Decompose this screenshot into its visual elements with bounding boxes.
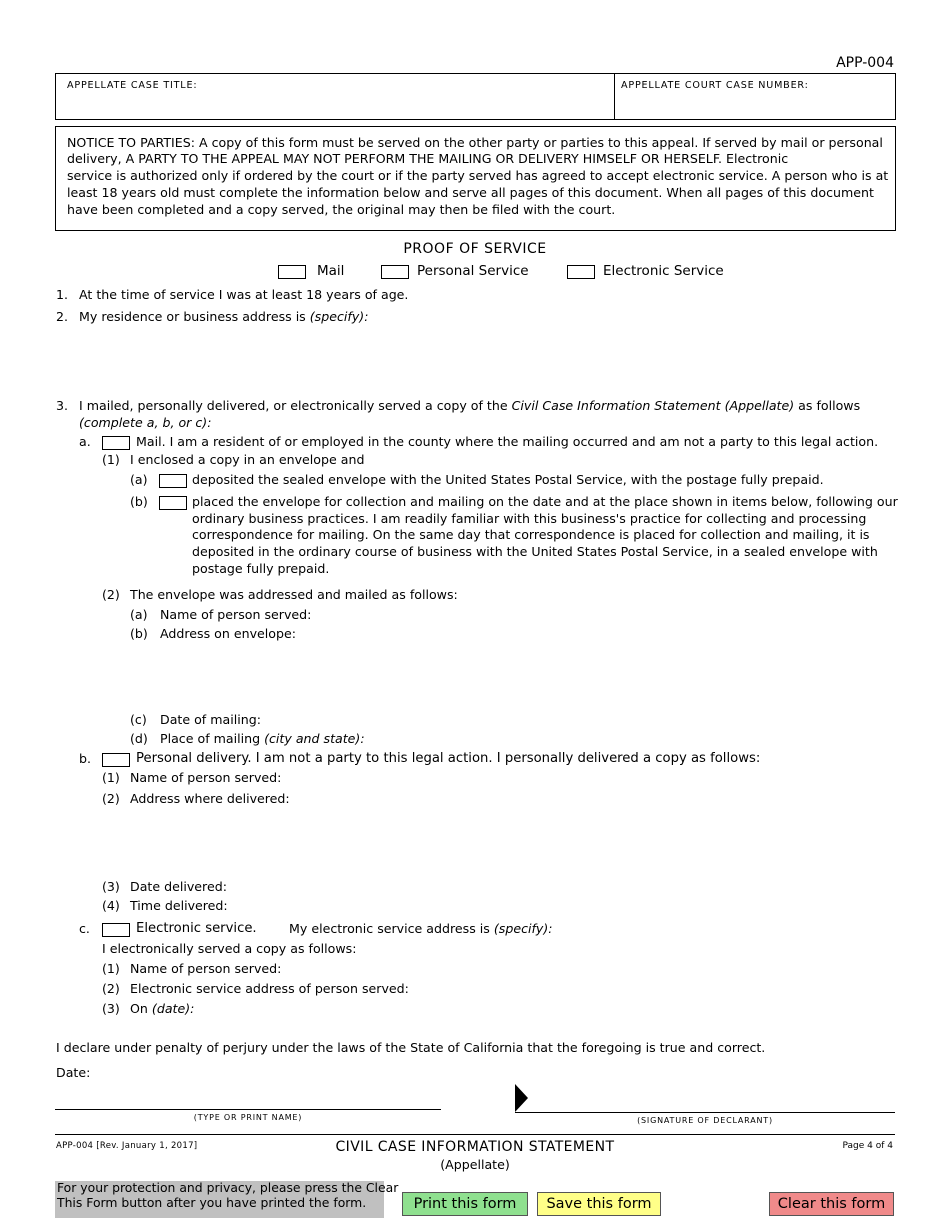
item-a2b-text: Address on envelope: bbox=[160, 626, 296, 641]
case-title-label: APPELLATE CASE TITLE: bbox=[67, 80, 198, 91]
date-label: Date: bbox=[56, 1065, 91, 1080]
item-a1-number: (1) bbox=[102, 452, 120, 467]
item-b-text: Personal delivery. I am not a party to this legal action. I personally delivered a copy as follows: bbox=[136, 751, 761, 766]
item-c2-text: Electronic service address of person served: bbox=[130, 981, 409, 996]
signature-arrow-icon bbox=[515, 1084, 529, 1112]
item-b4-text: Time delivered: bbox=[130, 898, 228, 913]
item-2-specify: (specify): bbox=[309, 309, 369, 324]
item-a1b-line: ordinary business practices. I am readily familiar with this business's practice for collecting and processing bbox=[192, 511, 867, 526]
footer-title: CIVIL CASE INFORMATION STATEMENT bbox=[335, 1139, 615, 1155]
item-b3-number: (3) bbox=[102, 879, 120, 894]
page-number: Page 4 of 4 bbox=[842, 1141, 893, 1151]
mail-name-field[interactable] bbox=[312, 606, 892, 623]
electronic-address-label: My electronic service address is (specify): bbox=[289, 921, 553, 936]
print-button[interactable]: Print this form bbox=[402, 1192, 528, 1216]
item-c3-number: (3) bbox=[102, 1001, 120, 1016]
item-a-label: a. bbox=[79, 434, 91, 449]
case-title-field[interactable] bbox=[60, 94, 610, 116]
mailing-place-field[interactable] bbox=[362, 730, 892, 747]
item-c3-text: On (date): bbox=[130, 1001, 195, 1016]
item-a2d-text: Place of mailing (city and state): bbox=[160, 731, 365, 746]
form-id: APP-004 bbox=[836, 55, 894, 71]
notice-line: least 18 years old must complete the information below and serve all pages of this document. When all pages of this document bbox=[67, 185, 874, 200]
delivery-date-field[interactable] bbox=[230, 878, 892, 895]
item-a-text: Mail. I am a resident of or employed in the county where the mailing occurred and am not a party to this legal action. bbox=[136, 434, 879, 449]
item-a2-number: (2) bbox=[102, 587, 120, 602]
document-name: Civil Case Information Statement (Appellate) bbox=[511, 398, 795, 413]
item-b1-text: Name of person served: bbox=[130, 770, 282, 785]
item-a2c-number: (c) bbox=[130, 712, 147, 727]
personal-delivery-checkbox[interactable] bbox=[102, 753, 130, 767]
delivery-name-field[interactable] bbox=[284, 769, 892, 786]
footer-rule bbox=[55, 1134, 895, 1135]
served-electronic-address-field[interactable] bbox=[410, 980, 892, 997]
address-field[interactable] bbox=[79, 328, 894, 388]
item-a2a-text: Name of person served: bbox=[160, 607, 312, 622]
item-a2b-number: (b) bbox=[130, 626, 148, 641]
electronic-service-option-label: Electronic Service bbox=[603, 263, 724, 279]
envelope-address-field[interactable] bbox=[160, 644, 892, 708]
item-b2-text: Address where delivered: bbox=[130, 791, 290, 806]
signature-caption: (SIGNATURE OF DECLARANT) bbox=[637, 1116, 773, 1125]
mail-service-checkbox[interactable] bbox=[102, 436, 130, 450]
item-2-text: My residence or business address is (specify): bbox=[79, 309, 369, 324]
declaration-text: I declare under penalty of perjury under the laws of the State of California that the foregoing is true and correct. bbox=[56, 1040, 766, 1055]
electronic-name-field[interactable] bbox=[284, 960, 892, 977]
electronic-date-field[interactable] bbox=[196, 1000, 892, 1017]
privacy-line: For your protection and privacy, please press the Clear bbox=[57, 1180, 399, 1195]
delivery-address-field[interactable] bbox=[130, 810, 892, 876]
item-a2a-number: (a) bbox=[130, 607, 148, 622]
item-b2-number: (2) bbox=[102, 791, 120, 806]
item-a1b-line: placed the envelope for collection and mailing on the date and at the place shown in items below, following our bbox=[192, 494, 898, 509]
my-electronic-address-field[interactable] bbox=[552, 920, 892, 937]
item-3-number: 3. bbox=[56, 398, 69, 413]
item-1-text: At the time of service I was at least 18 years of age. bbox=[79, 287, 409, 302]
item-a1-text: I enclosed a copy in an envelope and bbox=[130, 452, 365, 467]
mailing-date-field[interactable] bbox=[262, 711, 892, 728]
case-number-field[interactable] bbox=[619, 94, 889, 116]
item-a1b-line: correspondence for mailing. On the same day that correspondence is placed for collection and mailing, it is bbox=[192, 527, 870, 542]
declaration-date-field[interactable] bbox=[94, 1064, 434, 1081]
print-name-field[interactable] bbox=[58, 1088, 438, 1108]
form-revision: APP-004 [Rev. January 1, 2017] bbox=[56, 1141, 198, 1151]
item-a1a-number: (a) bbox=[130, 472, 148, 487]
item-2-number: 2. bbox=[56, 309, 69, 324]
mail-option-label: Mail bbox=[317, 263, 345, 279]
delivery-time-field[interactable] bbox=[230, 897, 892, 914]
item-a2d-number: (d) bbox=[130, 731, 148, 746]
item-c-intro: I electronically served a copy as follows: bbox=[102, 941, 357, 956]
notice-line: have been completed and a copy served, the original may then be filed with the court. bbox=[67, 202, 616, 217]
personal-service-option-label: Personal Service bbox=[417, 263, 529, 279]
item-a2-text: The envelope was addressed and mailed as follows: bbox=[130, 587, 458, 602]
electronic-service-item-checkbox[interactable] bbox=[102, 923, 130, 937]
notice-line: delivery, A PARTY TO THE APPEAL MAY NOT PERFORM THE MAILING OR DELIVERY HIMSELF OR HERSELF. Electronic bbox=[67, 151, 789, 166]
personal-service-checkbox[interactable] bbox=[381, 265, 409, 279]
item-a2c-text: Date of mailing: bbox=[160, 712, 261, 727]
name-caption: (TYPE OR PRINT NAME) bbox=[193, 1113, 303, 1122]
item-a1b-line: postage fully prepaid. bbox=[192, 561, 330, 576]
proof-title: PROOF OF SERVICE bbox=[403, 241, 547, 257]
item-c-text: Electronic service. bbox=[136, 921, 257, 936]
electronic-service-checkbox[interactable] bbox=[567, 265, 595, 279]
item-1-number: 1. bbox=[56, 287, 69, 302]
item-a1b-line: deposited in the ordinary course of business with the United States Postal Service, in a sealed envelope with bbox=[192, 544, 878, 559]
case-number-label: APPELLATE COURT CASE NUMBER: bbox=[621, 80, 809, 91]
item-a1b-number: (b) bbox=[130, 494, 148, 509]
mail-checkbox[interactable] bbox=[278, 265, 306, 279]
item-c-label: c. bbox=[79, 921, 90, 936]
item-c1-number: (1) bbox=[102, 961, 120, 976]
item-b3-text: Date delivered: bbox=[130, 879, 227, 894]
placed-for-collection-checkbox[interactable] bbox=[159, 496, 187, 510]
item-b4-number: (4) bbox=[102, 898, 120, 913]
item-c2-number: (2) bbox=[102, 981, 120, 996]
item-b-label: b. bbox=[79, 751, 91, 766]
item-b1-number: (1) bbox=[102, 770, 120, 785]
notice-line: NOTICE TO PARTIES: A copy of this form must be served on the other party or parties to this appeal. If served by mail or personal bbox=[67, 135, 883, 150]
signature-field[interactable] bbox=[532, 1086, 892, 1108]
item-a1a-text: deposited the sealed envelope with the United States Postal Service, with the postage fully prepaid. bbox=[192, 472, 824, 487]
save-button[interactable]: Save this form bbox=[537, 1192, 661, 1216]
footer-subtitle: (Appellate) bbox=[440, 1157, 510, 1172]
header-divider bbox=[614, 73, 615, 119]
item-3-text: I mailed, personally delivered, or electronically served a copy of the Civil Case Information Statement (Appellate) as follows bbox=[79, 398, 861, 413]
notice-line: service is authorized only if ordered by the court or if the party served has agreed to accept electronic service. A person who is at bbox=[67, 168, 889, 183]
clear-button[interactable]: Clear this form bbox=[769, 1192, 894, 1216]
item-c1-text: Name of person served: bbox=[130, 961, 282, 976]
deposited-checkbox[interactable] bbox=[159, 474, 187, 488]
privacy-line: This Form button after you have printed the form. bbox=[57, 1195, 367, 1210]
item-3-instruction: (complete a, b, or c): bbox=[79, 415, 212, 430]
